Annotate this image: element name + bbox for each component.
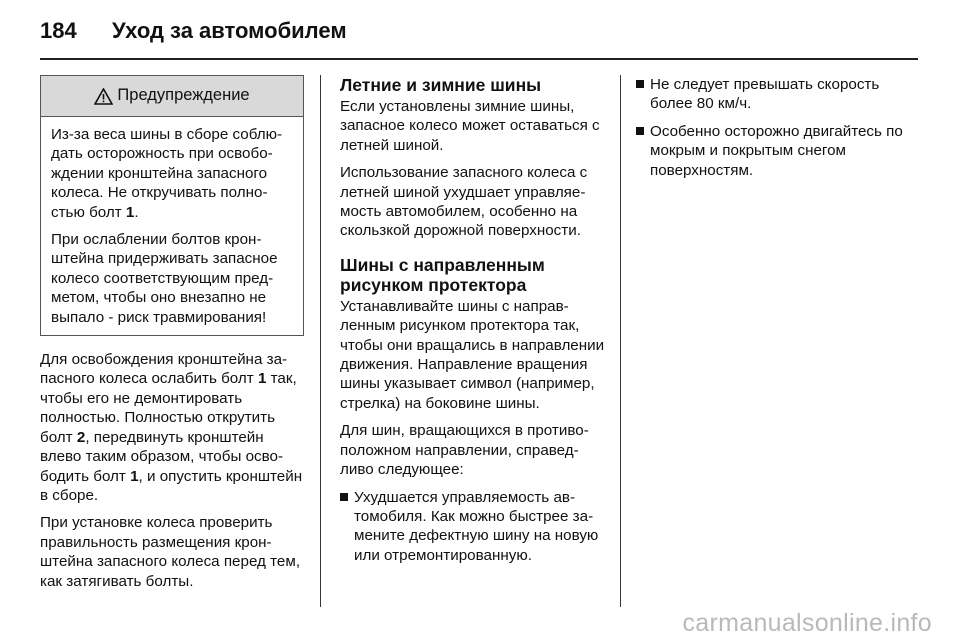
bolt-number: 1 (130, 467, 139, 485)
body-paragraph (40, 350, 304, 505)
list-item (636, 122, 926, 180)
column-divider (620, 75, 621, 607)
body-paragraph: Для шин, вращающихся в противоположном направлении, справедливо следующее: (340, 422, 589, 479)
text-run: , передвинуть кронштейн влево таким образом, чтобы освободить болт (40, 428, 284, 485)
list-item (340, 488, 606, 566)
column-middle (340, 75, 606, 573)
page-title: Уход за автомобилем (112, 18, 347, 43)
page-number: 184 (40, 18, 77, 43)
body-paragraph: Использование запасного колеса с летней шиной ухудшает управляемость автомобилем, особенно на скользкой дорожной поверхности. (340, 164, 588, 240)
body-paragraph: Если установлены зимние шины, запасное колесо может оставаться с летней шиной. (340, 98, 600, 154)
page-header (40, 18, 347, 48)
section-heading: Летние и зимние шины (340, 75, 542, 95)
list-item-text: Ухудшается управляемость автомобиля. Как можно быстрее замените дефектную шину на новую или отремонтированную. (354, 488, 599, 564)
text-run: , и опустить кронштейн в сборе. (40, 467, 303, 504)
text-run: Для освобождения кронштейна запасного колеса ослабить болт (40, 351, 288, 388)
square-bullet-icon (340, 493, 348, 501)
bolt-number: 2 (76, 428, 86, 446)
column-right (636, 75, 926, 188)
header-rule (40, 58, 918, 60)
text-run: так, чтобы его не демонтировать полностью. Полностью открутить болт (40, 370, 297, 446)
bolt-number: 1 (257, 370, 267, 388)
body-paragraph: При установке колеса проверить правильность размещения кронштейна запасного колеса перед тем, как затягивать болты. (40, 514, 301, 590)
warning-body (41, 117, 303, 335)
warning-box (40, 75, 304, 336)
bullet-list (636, 75, 926, 180)
column-divider (320, 75, 321, 607)
list-item (636, 75, 926, 114)
warning-paragraph (51, 125, 293, 222)
list-item-text: Особенно осторожно двигайтесь по мокрым и покрытым снегом поверхностям. (650, 122, 903, 179)
watermark: carmanualsonline.info (682, 609, 932, 637)
warning-heading: Предупреждение (117, 86, 250, 105)
warning-paragraph: При ослаблении болтов кронштейна придерживать запасное колесо соответствующим предметом, чтобы оно внезапно не выпало - риск травмирования! (51, 231, 278, 326)
list-item-text: Не следует превышать скорость более 80 км/ч. (650, 76, 880, 113)
warning-text: Из-за веса шины в сборе соблюдать осторожность при освобождении кронштейна запасного колеса. Не откручивать полностью болт (51, 126, 283, 221)
section-heading: Шины с направленным рисунком протектора (340, 254, 545, 295)
bolt-number: 1 (125, 203, 135, 221)
bullet-list (340, 488, 606, 566)
warning-triangle-icon (94, 88, 113, 105)
square-bullet-icon (636, 127, 644, 135)
warning-header (41, 76, 303, 117)
warning-text: . (134, 203, 139, 221)
column-left (40, 75, 304, 599)
body-paragraph: Устанавливайте шины с направленным рисунком протектора так, чтобы они вращались в направлении движения. Направление вращения шины указывает символ (например, стрелка) на боковине шины. (340, 297, 605, 412)
square-bullet-icon (636, 80, 644, 88)
